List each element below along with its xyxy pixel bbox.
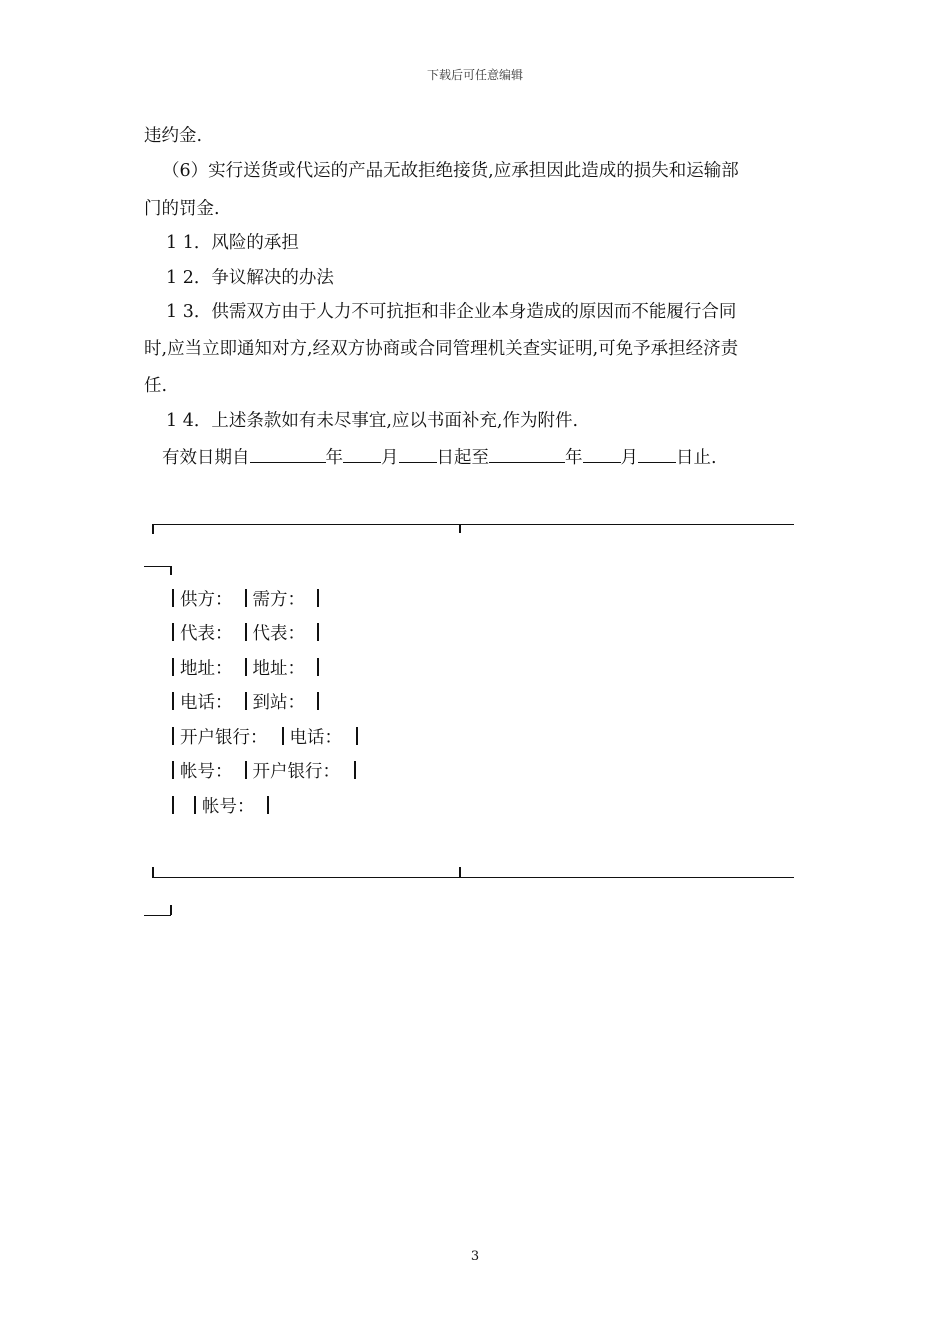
table-cell-divider: [245, 623, 247, 641]
table-bottom-wrap-line: [144, 915, 171, 916]
validity-day-1: 日起至: [436, 448, 489, 468]
table-cell-divider: [172, 623, 174, 641]
clause-14: 1 4．上述条款如有未尽事宜,应以书面补充,作为附件.: [166, 411, 579, 431]
clause-13-line-1: 1 3．供需双方由于人力不可抗拒和非企业本身造成的原因而不能履行合同: [166, 302, 737, 322]
clause-11: 1 1．风险的承担: [166, 233, 299, 253]
table-cell-divider: [317, 658, 319, 676]
table-cell-divider: [245, 692, 247, 710]
supplier-representative-label: 代表：: [180, 624, 233, 644]
table-cell-divider: [245, 658, 247, 676]
supplier-address-label: 地址：: [180, 659, 233, 679]
blank-year-start[interactable]: [250, 444, 326, 463]
table-top-border: [152, 524, 794, 525]
supplier-label: 供方：: [180, 590, 233, 610]
table-row: [172, 691, 319, 715]
supplier-phone-label: 电话：: [180, 693, 233, 713]
table-cell-divider: [194, 796, 196, 814]
buyer-account-label: 帐号：: [202, 797, 255, 817]
clause-6-line-2: 门的罚金.: [144, 199, 220, 219]
table-top-wrap-line: [144, 566, 171, 567]
table-cell-divider: [172, 658, 174, 676]
table-row: [172, 657, 319, 681]
table-bottom-mid-tick: [459, 867, 461, 877]
table-row: [172, 795, 269, 819]
table-cell-divider: [245, 761, 247, 779]
page-number: 3: [470, 1249, 480, 1264]
table-cell-divider: [172, 727, 174, 745]
blank-month-end[interactable]: [583, 444, 621, 463]
table-row: [172, 760, 356, 784]
table-cell-divider: [172, 589, 174, 607]
buyer-bank-label: 开户银行：: [252, 762, 340, 782]
table-bottom-left-corner: [152, 867, 154, 877]
clause-13-line-3: 任.: [144, 376, 168, 396]
table-cell-divider: [317, 692, 319, 710]
table-bottom-right-corner: [170, 905, 172, 915]
table-cell-divider: [267, 796, 269, 814]
table-cell-divider: [354, 761, 356, 779]
table-cell-divider: [282, 727, 284, 745]
table-cell-divider: [317, 623, 319, 641]
validity-day-2: 日止.: [676, 448, 717, 468]
validity-line: [162, 444, 717, 470]
table-cell-divider: [172, 796, 174, 814]
table-row: [172, 622, 319, 646]
table-bottom-border: [152, 877, 794, 878]
blank-day-end[interactable]: [638, 444, 676, 463]
clause-6-line-1: （6）实行送货或代运的产品无故拒绝接货,应承担因此造成的损失和运输部: [162, 161, 739, 181]
supplier-bank-label: 开户银行：: [180, 728, 268, 748]
buyer-phone-label: 电话：: [289, 728, 342, 748]
buyer-representative-label: 代表：: [252, 624, 305, 644]
table-cell-divider: [172, 761, 174, 779]
table-cell-divider: [317, 589, 319, 607]
table-row: [172, 588, 319, 612]
table-top-right-corner: [170, 566, 172, 575]
table-cell-divider: [245, 589, 247, 607]
table-top-mid-tick: [459, 524, 461, 533]
blank-month-start[interactable]: [343, 444, 381, 463]
page-header: 下载后可任意编辑: [426, 68, 523, 82]
validity-month-1: 月: [381, 448, 399, 468]
validity-prefix: 有效日期自: [162, 448, 250, 468]
buyer-address-label: 地址：: [252, 659, 305, 679]
validity-year-2: 年: [565, 448, 583, 468]
buyer-label: 需方：: [252, 590, 305, 610]
table-row: [172, 726, 358, 750]
supplier-account-label: 帐号：: [180, 762, 233, 782]
table-top-left-corner: [152, 524, 154, 534]
table-cell-divider: [172, 692, 174, 710]
validity-month-2: 月: [620, 448, 638, 468]
blank-day-start[interactable]: [399, 444, 437, 463]
clause-13-line-2: 时,应当立即通知对方,经双方协商或合同管理机关查实证明,可免予承担经济责: [144, 339, 739, 359]
blank-year-end[interactable]: [489, 444, 565, 463]
buyer-station-label: 到站：: [252, 693, 305, 713]
clause-12: 1 2．争议解决的办法: [166, 268, 334, 288]
table-cell-divider: [356, 727, 358, 745]
validity-year-1: 年: [325, 448, 343, 468]
paragraph-penalty: 违约金.: [144, 126, 203, 146]
